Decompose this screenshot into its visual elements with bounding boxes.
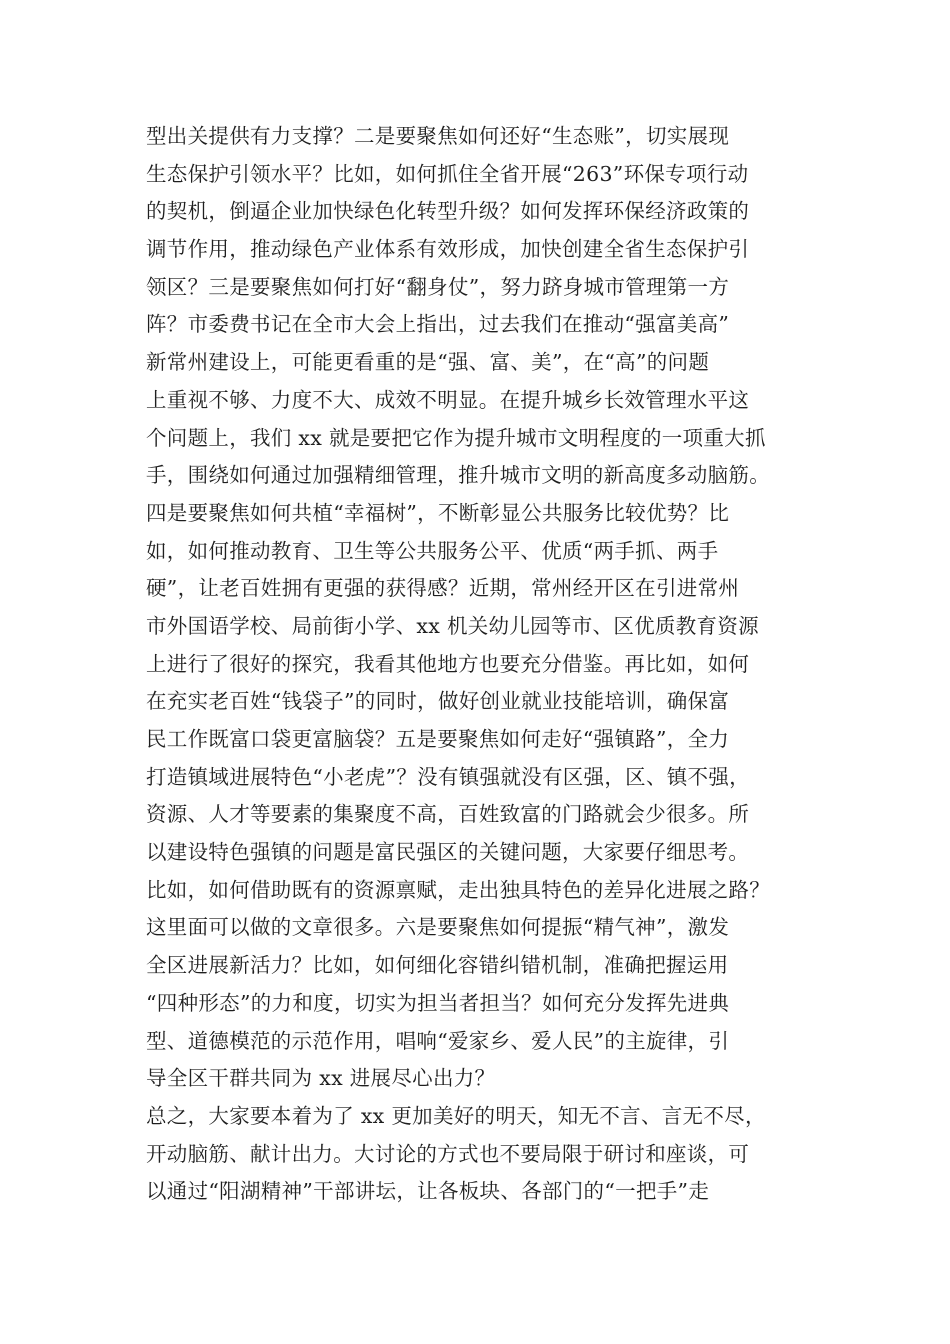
text-line: 这里面可以做的文章很多。六是要聚焦如何提振“精气神”，激发 <box>146 915 730 940</box>
text-line: 四是要聚焦如何共植“幸福树”，不断彰显公共服务比较优势？比 <box>146 500 730 525</box>
text-line: 新常州建设上，可能更看重的是“强、富、美”，在“高”的问题 <box>146 350 710 375</box>
text-line: 打造镇域进展特色“小老虎”？没有镇强就没有区强，区、镇不强， <box>146 764 750 789</box>
text-line: 全区进展新活力？比如，如何细化容错纠错机制，准确把握运用 <box>146 953 729 978</box>
text-line: 领区？三是要聚焦如何打好“翻身仗”，努力跻身城市管理第一方 <box>146 274 730 299</box>
body-text <box>146 118 810 1211</box>
text-line: 在充实老百姓“钱袋子”的同时，做好创业就业技能培训，确保富 <box>146 689 730 714</box>
text-line: 的契机，倒逼企业加快绿色化转型升级？如何发挥环保经济政策的 <box>146 199 750 224</box>
text-line: 手，围绕如何通过加强精细管理，推升城市文明的新高度多动脑筋。 <box>146 463 770 488</box>
text-line: 硬”，让老百姓拥有更强的获得感？近期，常州经开区在引进常州 <box>146 576 740 601</box>
text-line: 以通过“阳湖精神”干部讲坛，让各板块、各部门的“一把手”走 <box>146 1179 710 1204</box>
text-line: 个问题上，我们 xx 就是要把它作为提升城市文明程度的一项重大抓 <box>146 425 766 450</box>
text-line: 导全区干群共同为 xx 进展尽心出力？ <box>146 1066 496 1091</box>
text-line: 资源、人才等要素的集聚度不高，百姓致富的门路就会少很多。所 <box>146 802 750 827</box>
text-line: 生态保护引领水平？比如，如何抓住全省开展“263”环保专项行动 <box>146 161 749 186</box>
text-line: 以建设特色强镇的问题是富民强区的关键问题，大家要仔细思考。 <box>146 840 750 865</box>
text-line: 上进行了很好的探究，我看其他地方也要充分借鉴。再比如，如何 <box>146 651 750 676</box>
text-line: 上重视不够、力度不大、成效不明显。在提升城乡长效管理水平这 <box>146 387 750 412</box>
text-line: 型出关提供有力支撑？二是要聚焦如何还好“生态账”，切实展现 <box>146 124 730 148</box>
text-line: 比如，如何借助既有的资源禀赋，走出独具特色的差异化进展之路？ <box>146 877 770 902</box>
text-line: 阵？市委费书记在全市大会上指出，过去我们在推动“强富美高” <box>146 312 730 337</box>
text-line: “四种形态”的力和度，切实为担当者担当？如何充分发挥先进典 <box>146 990 730 1015</box>
text-line: 市外国语学校、局前街小学、xx 机关幼儿园等市、区优质教育资源 <box>146 613 759 638</box>
text-line: 如，如何推动教育、卫生等公共服务公平、优质“两手抓、两手 <box>146 538 719 563</box>
text-line: 开动脑筋、献计出力。大讨论的方式也不要局限于研讨和座谈，可 <box>146 1141 750 1166</box>
text-line: 型、道德模范的示范作用，唱响“爱家乡、爱人民”的主旋律，引 <box>146 1028 730 1053</box>
text-line: 民工作既富口袋更富脑袋？五是要聚焦如何走好“强镇路”，全力 <box>146 727 730 751</box>
text-line: 总之，大家要本着为了 xx 更加美好的明天，知无不言、言无不尽， <box>146 1103 766 1128</box>
text-line: 调节作用，推动绿色产业体系有效形成，加快创建全省生态保护引 <box>146 237 750 262</box>
